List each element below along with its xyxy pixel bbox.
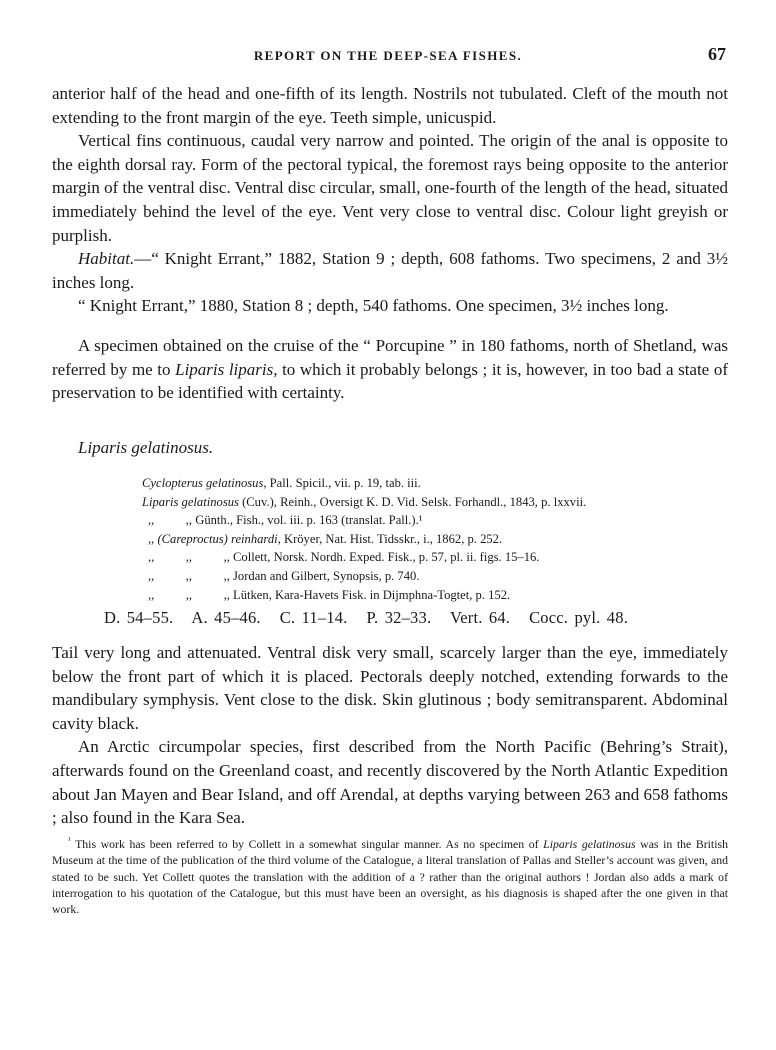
species-heading: Liparis gelatinosus.: [78, 438, 214, 457]
paragraph-head-description: anterior half of the head and one-fifth of its length. Nostrils not tubulated. Cleft of the mouth not extending to the front margin of the eye. Teeth simple, unicuspid.: [52, 84, 728, 127]
paragraph-fins-description: Vertical fins continuous, caudal very narrow and pointed. The origin of the anal is opposite to the eighth dorsal ray. Form of the pectoral typical, the foremost rays being opposite to the anterior margin of the ventral disc. Ventral disc circular, small, one-fourth of the length of the head, situated immediately behind the level of the eye. Vent very close to ventral disc. Colour light greyish or purplish.: [52, 131, 728, 245]
footnote-marker: ¹: [68, 835, 71, 846]
species-description-block: [52, 641, 728, 830]
synonymy-entry: ,, ,, ,, Lütken, Kara-Havets Fisk. in Dijmphna-Togtet, p. 152.: [148, 587, 511, 602]
synonymy-entry: ,, (Careproctus) reinhardi, Kröyer, Nat. Hist. Tidsskr., i., 1862, p. 252.: [148, 531, 503, 546]
footnote: [52, 836, 728, 917]
page-number: 67: [708, 44, 726, 64]
habitat-label: Habitat.: [78, 249, 135, 269]
synonymy-entry: ,, ,, ,, Collett, Norsk. Nordh. Exped. Fisk., p. 57, pl. ii. figs. 15–16.: [148, 550, 540, 565]
description-block: [52, 82, 728, 318]
fin-formula: D. 54–55. A. 45–46. C. 11–14. P. 32–33. Vert. 64. Cocc. pyl. 48.: [104, 608, 629, 627]
footnote-text: $^{^1}$ This work has been referred to by Collett in a somewhat singular manner. As no specimen of Liparis gelatinosus was in the British Museum at the time of the publication of the third volume of the Catalogue, a literal translation of Pallas and Steller’s account was given, and stated to be such. Yet Collett quotes the translation with the addition of a ? rather than the original authors ! Jordan also adds a mark of interrogation to his quotation of the Catalogue, but this must have been an oversight, as his diagnosis is shaped after the one given in that work.: [52, 835, 728, 917]
habitat-paragraph: [52, 247, 728, 294]
paragraph-distribution: An Arctic circumpolar species, first described from the North Pacific (Behring’s Strait), afterwards found on the Greenland coast, and recently discovered by the North Atlantic Expedition about Jan Mayen and Bear Island, and off Arendal, at depths varying between 263 and 658 fathoms ; also found in the Kara Sea.: [52, 737, 728, 828]
habitat-station-1: —“ Knight Errant,” 1882, Station 9 ; depth, 608 fathoms. Two specimens, 2 and 3½ inches long.: [52, 249, 728, 292]
synonymy-entry: Cyclopterus gelatinosus, Pall. Spicil., vii. p. 19, tab. iii.: [142, 476, 421, 490]
running-title: REPORT ON THE DEEP-SEA FISHES.: [253, 48, 523, 63]
synonymy-entry: ,, ,, ,, Jordan and Gilbert, Synopsis, p. 740.: [148, 568, 420, 583]
paragraph-tail-description: Tail very long and attenuated. Ventral disk very small, scarcely larger than the eye, immediately below the front part of which it is placed. Pectorals deeply notched, extending forwards to the mandibulary symphysis. Vent close to the disk. Skin glutinous ; body semitransparent. Abdominal cavity black.: [52, 643, 728, 733]
habitat-station-2: “ Knight Errant,” 1880, Station 8 ; depth, 540 fathoms. One specimen, 3½ inches long.: [78, 296, 669, 316]
species-reference: Liparis liparis,: [175, 359, 278, 379]
porcupine-block: [52, 334, 728, 405]
synonymy-entry: ,, ,, Günth., Fish., vol. iii. p. 163 (translat. Pall.).¹: [148, 513, 423, 528]
porcupine-paragraph: A specimen obtained on the cruise of the “ Porcupine ” in 180 fathoms, north of Shetland, was referred by me to Liparis liparis, to which it probably belongs ; it is, however, in too bad a state of preservation to be identified with certainty.: [52, 336, 728, 403]
synonymy-list: [142, 474, 742, 604]
running-head: [0, 44, 776, 66]
synonymy-entry: Liparis gelatinosus (Cuv.), Reinh., Oversigt K. D. Vid. Selsk. Forhandl., 1843, p. lxxvii.: [142, 494, 587, 509]
